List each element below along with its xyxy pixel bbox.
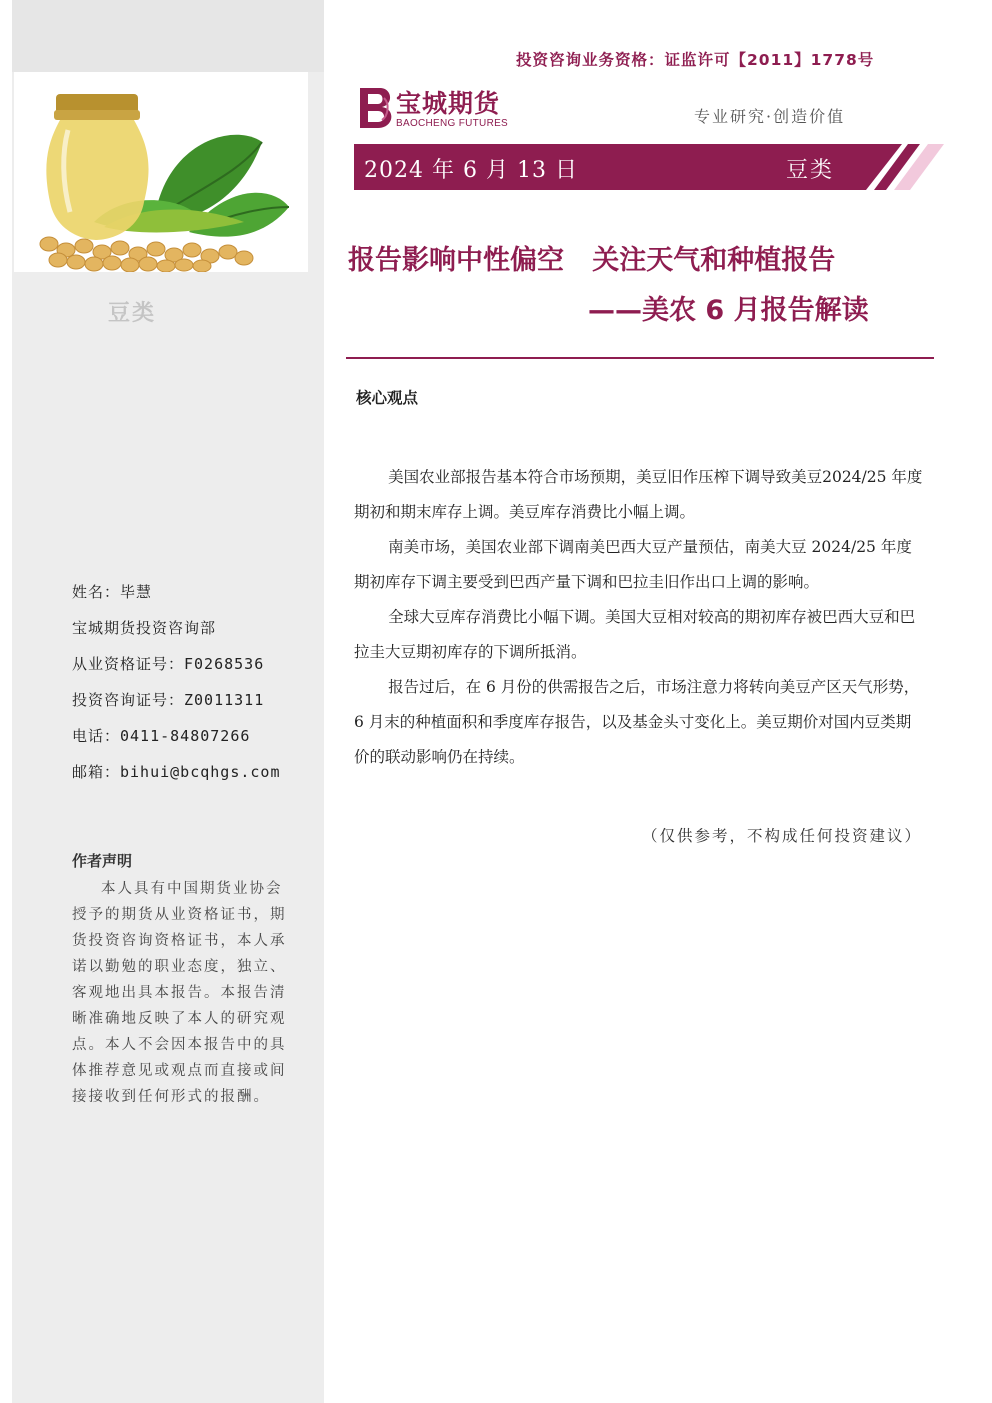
core-views-body [354, 460, 924, 775]
sidebar-top-strip [12, 0, 324, 72]
report-title-line2: ——美农 6 月报告解读 [588, 295, 869, 326]
paragraph: 美国农业部报告基本符合市场预期，美豆旧作压榨下调导致美豆2024/25 年度期初和期末库存上调。美豆库存消费比小幅上调。 [354, 468, 923, 521]
paragraph: 报告过后，在 6 月份的供需报告之后，市场注意力将转向美豆产区天气形势，6 月末的种植面积和季度库存报告，以及基金头寸变化上。美豆期价对国内豆类期价的联动影响仍在持续。 [354, 678, 920, 766]
core-views-heading: 核心观点 [356, 389, 419, 407]
author-info [72, 580, 281, 796]
author-dept: 宝城期货投资咨询部 [72, 619, 217, 637]
report-date: 2024 年 6 月 13 日 [364, 158, 578, 183]
logo-english-name: BAOCHENG FUTURES [396, 118, 509, 129]
qualification-line: 投资咨询业务资格：证监许可【2011】1778号 [516, 51, 875, 69]
logo-chinese-name: 宝城期货 [396, 89, 501, 118]
disclaimer: （仅供参考，不构成任何投资建议） [641, 827, 922, 845]
soybean-oil-photo [14, 72, 308, 272]
report-title-line1: 报告影响中性偏空 关注天气和种植报告 [348, 245, 836, 276]
sidebar-category: 豆类 [108, 301, 157, 326]
banner-category: 豆类 [786, 158, 835, 183]
author-license: 从业资格证号：F0268536 [72, 655, 265, 673]
paragraph: 全球大豆库存消费比小幅下调。美国大豆相对较高的期初库存被巴西大豆和巴拉圭大豆期初库存的下调所抵消。 [354, 608, 916, 661]
paragraph: 南美市场，美国农业部下调南美巴西大豆产量预估，南美大豆 2024/25 年度期初库存下调主要受到巴西产量下调和巴拉圭旧作出口上调的影响。 [354, 538, 912, 591]
declaration-text: 本人具有中国期货业协会授予的期货从业资格证书，期货投资咨询资格证书，本人承诺以勤勉的职业态度，独立、客观地出具本报告。本报告清晰准确地反映了本人的研究观点。本人不会因本报告中的具体推荐意见或观点而直接或间接接收到任何形式的报酬。 [72, 881, 287, 1105]
declaration-title: 作者声明 [72, 852, 133, 870]
author-name: 姓名：毕慧 [72, 583, 153, 601]
author-phone: 电话：0411-84807266 [72, 727, 251, 745]
author-consult-license: 投资咨询证号：Z0011311 [72, 691, 265, 709]
author-email: 邮箱：bihui@bcqhgs.com [72, 763, 281, 781]
title-divider [346, 357, 934, 359]
slogan: 专业研究·创造价值 [694, 107, 846, 126]
